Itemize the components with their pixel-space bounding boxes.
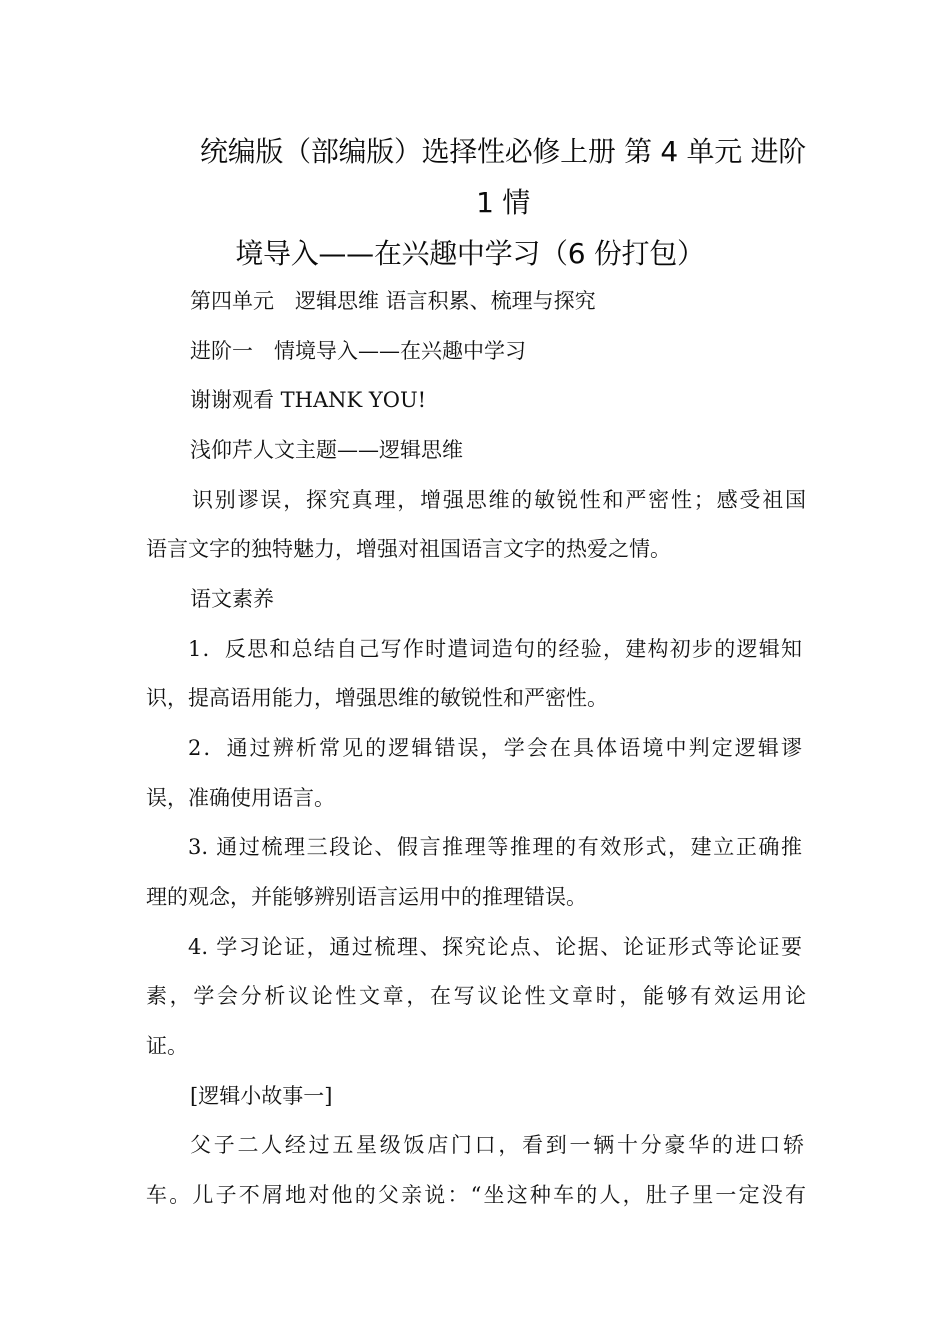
item-2-line-2: 误，准确使用语言。 xyxy=(146,786,335,810)
item-4-line-3: 证。 xyxy=(146,1034,188,1058)
story-line-2: 车。儿子不屑地对他的父亲说：“坐这种车的人，肚子里一定没有 xyxy=(146,1183,806,1207)
item-4-line-2: 素，学会分析议论性文章，在写议论性文章时，能够有效运用论 xyxy=(146,984,806,1008)
item-4-line-1: 4. 学习论证，通过梳理、探究论点、论据、论证形式等论证要 xyxy=(188,935,802,959)
title-line-2: 境导入——在兴趣中学习（6 份打包） xyxy=(235,237,705,270)
item-2-line-1: 2．通过辨析常见的逻辑错误，学会在具体语境中判定逻辑谬 xyxy=(188,736,802,760)
intro-line-1: 识别谬误，探究真理，增强思维的敏锐性和严密性；感受祖国 xyxy=(192,488,806,512)
item-1-line-2: 识，提高语用能力，增强思维的敏锐性和严密性。 xyxy=(146,686,608,710)
intro-line-2: 语言文字的独特魅力，增强对祖国语言文字的热爱之情。 xyxy=(146,537,671,561)
unit-heading: 第四单元 逻辑思维 语言积累、梳理与探究 xyxy=(190,289,596,313)
title-line-1: 统编版（部编版）选择性必修上册 第 4 单元 进阶 1 情 xyxy=(200,135,806,219)
stage-heading: 进阶一 情境导入——在兴趣中学习 xyxy=(190,339,526,363)
document-title xyxy=(140,126,810,279)
item-3-line-1: 3. 通过梳理三段论、假言推理等推理的有效形式，建立正确推 xyxy=(188,835,802,859)
item-1-line-1: 1．反思和总结自己写作时遣词造句的经验，建构初步的逻辑知 xyxy=(188,637,802,661)
story-heading: [逻辑小故事一] xyxy=(190,1084,333,1108)
theme-heading: 浅仰芹人文主题——逻辑思维 xyxy=(190,438,463,462)
literacy-heading: 语文素养 xyxy=(190,587,274,611)
story-line-1: 父子二人经过五星级饭店门口，看到一辆十分豪华的进口轿 xyxy=(190,1133,804,1157)
thanks-line: 谢谢观看 THANK YOU! xyxy=(190,388,427,412)
item-3-line-2: 理的观念，并能够辨别语言运用中的推理错误。 xyxy=(146,885,587,909)
